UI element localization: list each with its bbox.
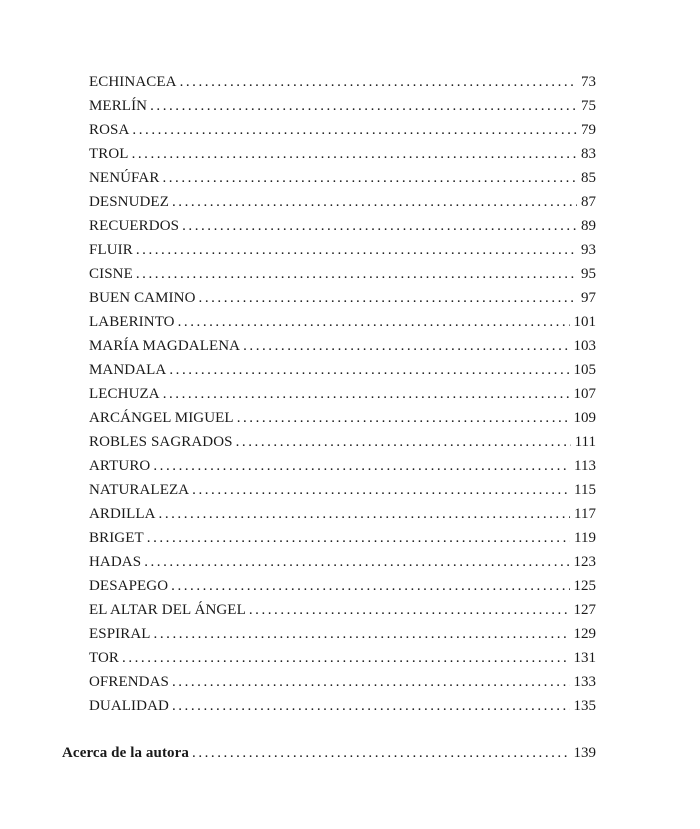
toc-dot-leader [154,625,570,643]
toc-entry-title: LECHUZA [89,386,160,402]
toc-entry-title: RECUERDOS [89,218,180,234]
toc-entry [89,673,596,691]
toc-entry-about-author [62,744,596,762]
toc-entry-page: 127 [573,602,596,618]
toc-entry-page: 111 [574,434,596,450]
toc-entry-title: ROBLES SAGRADOS [89,434,233,450]
toc-entry-page: 101 [573,314,596,330]
toc-entry-page: 129 [573,626,596,642]
toc-entry-title: ECHINACEA [89,74,177,90]
toc-entry [89,193,596,211]
toc-entry-title: EL ALTAR DEL ÁNGEL [89,602,246,618]
toc-entry [89,385,596,403]
toc-entry-page: 105 [573,362,596,378]
toc-entry [89,73,596,91]
toc-entry [89,649,596,667]
toc-dot-leader [243,337,569,355]
toc-entry [89,97,596,115]
toc-entry [89,625,596,643]
toc-entry-page: 107 [573,386,596,402]
toc-dot-leader [236,433,571,451]
toc-dot-leader [192,744,569,762]
toc-entry-page: 135 [573,698,596,714]
toc-dot-leader [172,673,570,691]
toc-entry-title: DESNUDEZ [89,194,169,210]
toc-entry [89,577,596,595]
toc-dot-leader [180,73,577,91]
toc-entry-title: ESPIRAL [89,626,151,642]
toc-dot-leader [132,145,577,163]
toc-dot-leader [171,577,569,595]
toc-entry-title: MERLÍN [89,98,148,114]
toc-entry-title: DESAPEGO [89,578,169,594]
toc-entry-page: 113 [574,458,596,474]
toc-entry-title: MARÍA MAGDALENA [89,338,241,354]
toc-entry-title: DUALIDAD [89,698,169,714]
toc-dot-leader [249,601,570,619]
toc-dot-leader [136,265,577,283]
toc-dot-leader [162,169,577,187]
toc-entry-title: ARTURO [89,458,151,474]
toc-about-page: 139 [573,745,596,761]
toc-dot-leader [153,457,570,475]
toc-entry-page: 133 [573,674,596,690]
toc-entry-title: NENÚFAR [89,170,160,186]
toc-dot-leader [192,481,570,499]
toc-entry-page: 123 [573,554,596,570]
toc-entry-title: TOR [89,650,120,666]
toc-entry-title: NATURALEZA [89,482,190,498]
toc-entry-title: ARCÁNGEL MIGUEL [89,410,234,426]
toc-entry [89,241,596,259]
toc-entry-title: MANDALA [89,362,167,378]
toc-entry-page: 119 [574,530,596,546]
toc-entry [89,433,596,451]
toc-entry-page: 73 [581,74,596,90]
toc-dot-leader [144,553,569,571]
toc-entry [89,145,596,163]
toc-entry-page: 131 [573,650,596,666]
toc-entry [89,697,596,715]
toc-entry-page: 103 [573,338,596,354]
toc-dot-leader [178,313,570,331]
toc-entry [89,457,596,475]
toc-dot-leader [122,649,569,667]
toc-entry-title: LABERINTO [89,314,175,330]
toc-entry [89,289,596,307]
toc-dot-leader [147,529,570,547]
toc-dot-leader [132,121,577,139]
toc-entry-page: 93 [581,242,596,258]
toc-entry-page: 89 [581,218,596,234]
toc-entry-title: TROL [89,146,129,162]
toc-entry-page: 85 [581,170,596,186]
toc-entry-page: 109 [573,410,596,426]
toc-entry-page: 95 [581,266,596,282]
toc-entry [89,265,596,283]
toc-entry [89,313,596,331]
toc-entry [89,481,596,499]
toc-entry-page: 79 [581,122,596,138]
toc-dot-leader [172,193,577,211]
toc-dot-leader [159,505,571,523]
toc-dot-leader [163,385,570,403]
toc-entry-title: ARDILLA [89,506,156,522]
toc-entry [89,553,596,571]
toc-about-title: Acerca de la autora [62,745,190,761]
toc-dot-leader [237,409,570,427]
toc-dot-leader [182,217,577,235]
toc-entry-page: 115 [574,482,596,498]
toc-entry [89,601,596,619]
toc-entry-title: FLUIR [89,242,133,258]
toc-entry-title: BRIGET [89,530,144,546]
toc-entry-page: 117 [574,506,596,522]
toc-entry [89,169,596,187]
toc-dot-leader [150,97,577,115]
toc-entry-page: 83 [581,146,596,162]
toc-entry-title: OFRENDAS [89,674,169,690]
toc-entry-title: CISNE [89,266,133,282]
toc-dot-leader [199,289,577,307]
toc-dot-leader [169,361,569,379]
toc-entry-page: 97 [581,290,596,306]
toc-entry-title: HADAS [89,554,142,570]
toc-entry-page: 87 [581,194,596,210]
toc-entry-title: BUEN CAMINO [89,290,196,306]
toc-entry [89,505,596,523]
toc-entry [89,217,596,235]
toc-dot-leader [172,697,570,715]
toc-entry-page: 125 [573,578,596,594]
toc-entry [89,337,596,355]
toc-entry-page: 75 [581,98,596,114]
toc-entry [89,121,596,139]
toc-entry [89,409,596,427]
toc-entry [89,361,596,379]
toc-entry-title: ROSA [89,122,130,138]
toc-entry [89,529,596,547]
toc-dot-leader [136,241,577,259]
